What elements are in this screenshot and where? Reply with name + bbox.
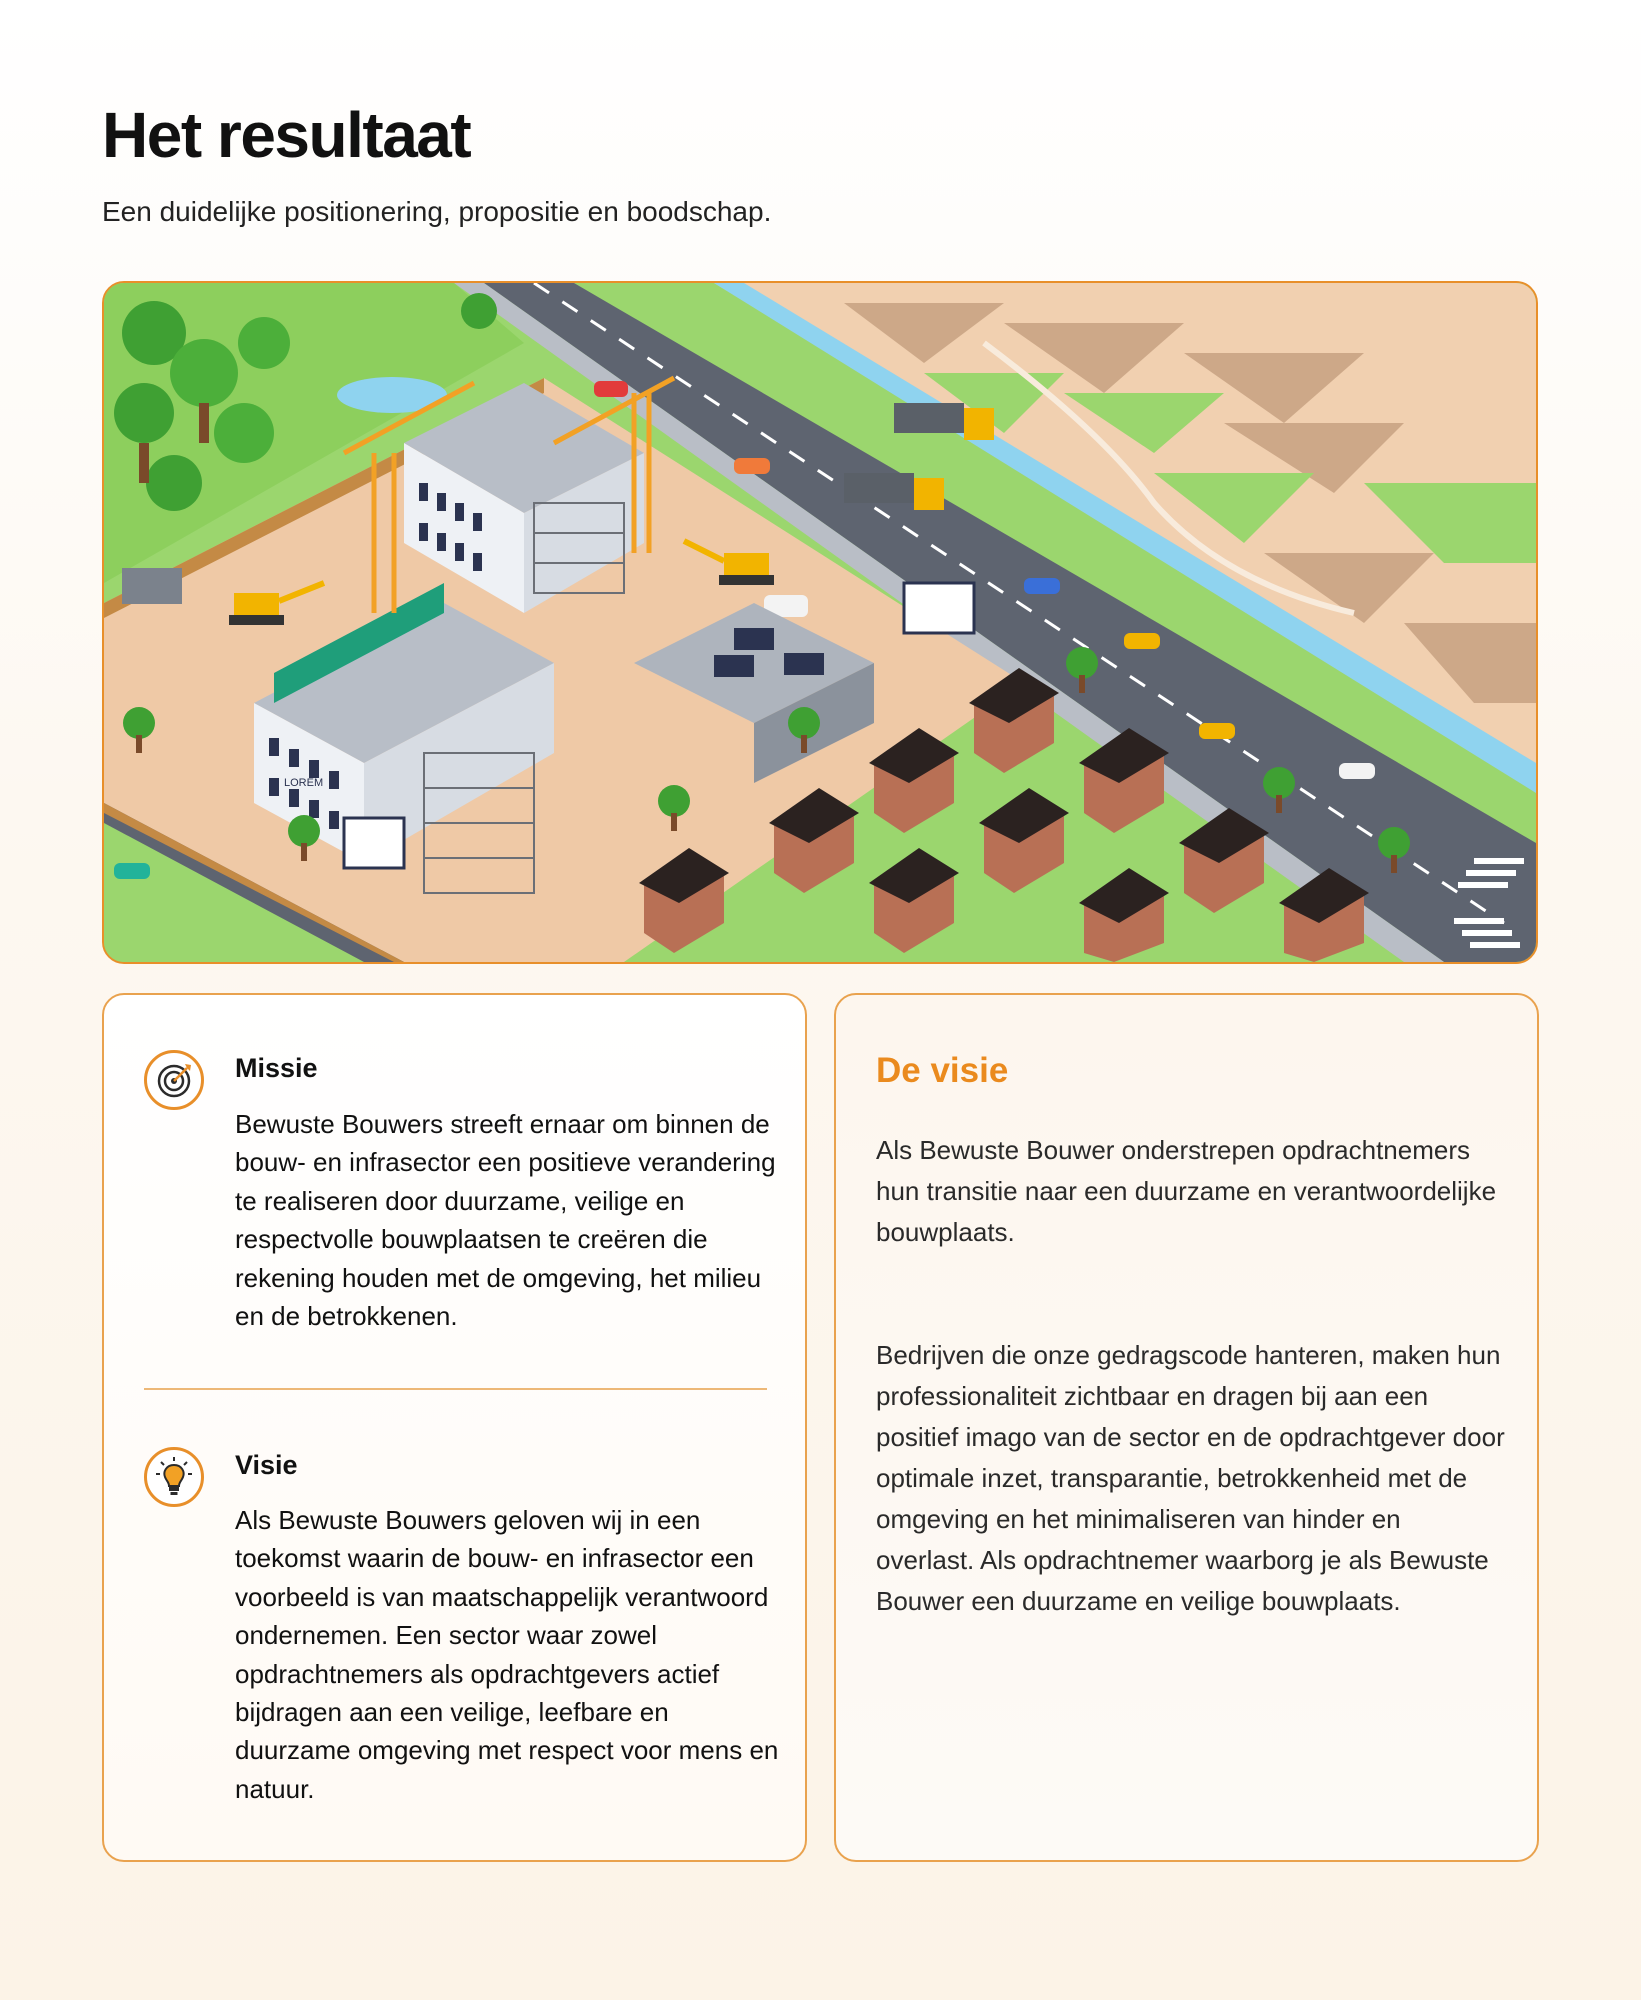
mission-vision-card (102, 993, 807, 1862)
target-icon (144, 1050, 204, 1110)
de-visie-paragraph-2: Bedrijven die onze gedragscode hanteren, maken hun professionaliteit zichtbaar en dragen bij aan een positief imago van de sector en de opdrachtgever door optimale inzet, transparantie, betrokkenheid met de omgeving en het minimaliseren van hinder en overlast. Als opdrachtnemer waarborg je als Bewuste Bouwer een duurzame en veilige bouwplaats. (876, 1340, 1505, 1616)
de-visie-paragraph-1: Als Bewuste Bouwer onderstrepen opdrachtnemers hun transitie naar een duurzame en verantwoordelijke bouwplaats. (876, 1135, 1497, 1247)
section-divider (144, 1388, 767, 1390)
sign-text: LOREM (284, 777, 324, 789)
vision-body: Als Bewuste Bouwers geloven wij in een toekomst waarin de bouw- en infrasector een voorbeeld is van maatschappelijk verantwoord ondernemen. Een sector waar zowel opdrachtnemers als opdrachtgevers actief bijdragen aan een veilige, leefbare en duurzame omgeving met respect voor mens en natuur. (235, 1505, 779, 1804)
page-subtitle: Een duidelijke positionering, propositie en boodschap. (102, 196, 772, 227)
mission-title: Missie (235, 1053, 318, 1083)
de-visie-title: De visie (876, 1051, 1009, 1090)
vision-title: Visie (235, 1450, 298, 1480)
de-visie-card (834, 993, 1539, 1862)
lightbulb-icon (144, 1447, 204, 1507)
hero-illustration (102, 281, 1538, 964)
construction-site-illustration (104, 283, 1536, 962)
mission-body: Bewuste Bouwers streeft ernaar om binnen de bouw- en infrasector een positieve verandering te realiseren door duurzame, veilige en respectvolle bouwplaatsen te creëren die rekening houden met de omgeving, het milieu en de betrokkenen. (235, 1109, 776, 1332)
page-title: Het resultaat (102, 99, 471, 171)
